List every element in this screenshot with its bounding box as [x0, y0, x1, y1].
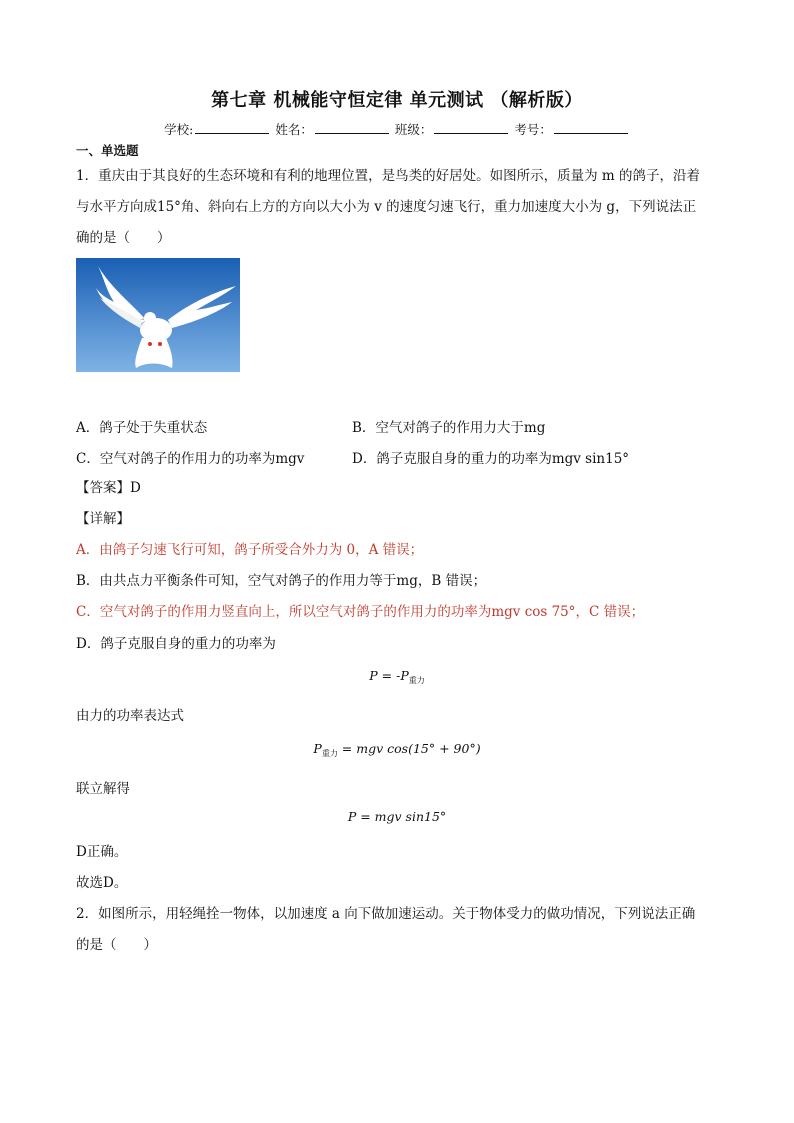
school-blank[interactable]: [195, 121, 269, 134]
class-blank[interactable]: [434, 121, 508, 134]
q1-answer: 【答案】D: [76, 480, 141, 496]
q1-text-line-1: 1．重庆由于其良好的生态环境和有利的地理位置，是鸟类的好居处。如图所示，质量为 m 的鸽子，沿着: [76, 168, 700, 184]
dove-image: [76, 258, 240, 372]
q1-detail-label: 【详解】: [76, 511, 130, 527]
d-correct-text: D正确。: [76, 844, 128, 860]
school-label: 学校:: [164, 122, 194, 137]
q1-text-line-2: 与水平方向成15°角、斜向右上方的方向以大小为 v 的速度匀速飞行，重力加速度大小为 g，下列说法正: [76, 199, 697, 215]
section-heading: 一、单选题: [76, 143, 139, 158]
equation-2-subscript: 重力: [321, 749, 338, 758]
q1-detail-b: B．由共点力平衡条件可知，空气对鸽子的作用力等于mg，B 错误；: [76, 573, 487, 589]
q1-text-line-3: 确的是（ ）: [76, 230, 171, 246]
solve-text: 联立解得: [76, 781, 130, 797]
power-expression-text: 由力的功率表达式: [76, 708, 184, 724]
name-blank[interactable]: [315, 121, 389, 134]
class-label: 班级：: [394, 122, 433, 137]
student-info-line: [0, 120, 794, 138]
page-title: 第七章 机械能守恒定律 单元测试 （解析版）: [211, 90, 583, 111]
choose-text: 故选D。: [76, 875, 128, 891]
q1-detail-c: C．空气对鸽子的作用力竖直向上，所以空气对鸽子的作用力的功率为mgv cos 75°，C 错误；: [76, 604, 645, 620]
equation-1-subscript: 重力: [408, 676, 425, 685]
q1-option-a: A．鸽子处于失重状态: [76, 420, 208, 436]
number-blank[interactable]: [554, 121, 628, 134]
name-label: 姓名：: [275, 122, 313, 137]
equation-2-left: P: [313, 741, 322, 756]
q2-text-line-1: 2．如图所示，用轻绳拴一物体，以加速度 a 向下做加速运动。关于物体受力的做功情况，下列说法正确: [76, 906, 696, 922]
equation-2-right: = mgv cos(15° + 90°): [337, 741, 481, 756]
equation-1: [0, 668, 794, 686]
q1-option-d: D．鸽子克服自身的重力的功率为mgv sin15°: [352, 451, 630, 467]
q1-detail-a: A．由鸽子匀速飞行可知，鸽子所受合外力为 0，A 错误；: [76, 542, 424, 558]
q1-option-b: B．空气对鸽子的作用力大于mg: [352, 420, 546, 436]
equation-2: [0, 741, 794, 759]
equation-3: P = mgv sin15°: [347, 809, 447, 824]
q1-detail-d: D．鸽子克服自身的重力的功率为: [76, 636, 276, 652]
q1-option-c: C．空气对鸽子的作用力的功率为mgv: [76, 451, 305, 467]
number-label: 考号：: [514, 122, 552, 137]
equation-1-main: P = -P: [369, 668, 409, 683]
q2-text-line-2: 的是（ ）: [76, 937, 157, 953]
